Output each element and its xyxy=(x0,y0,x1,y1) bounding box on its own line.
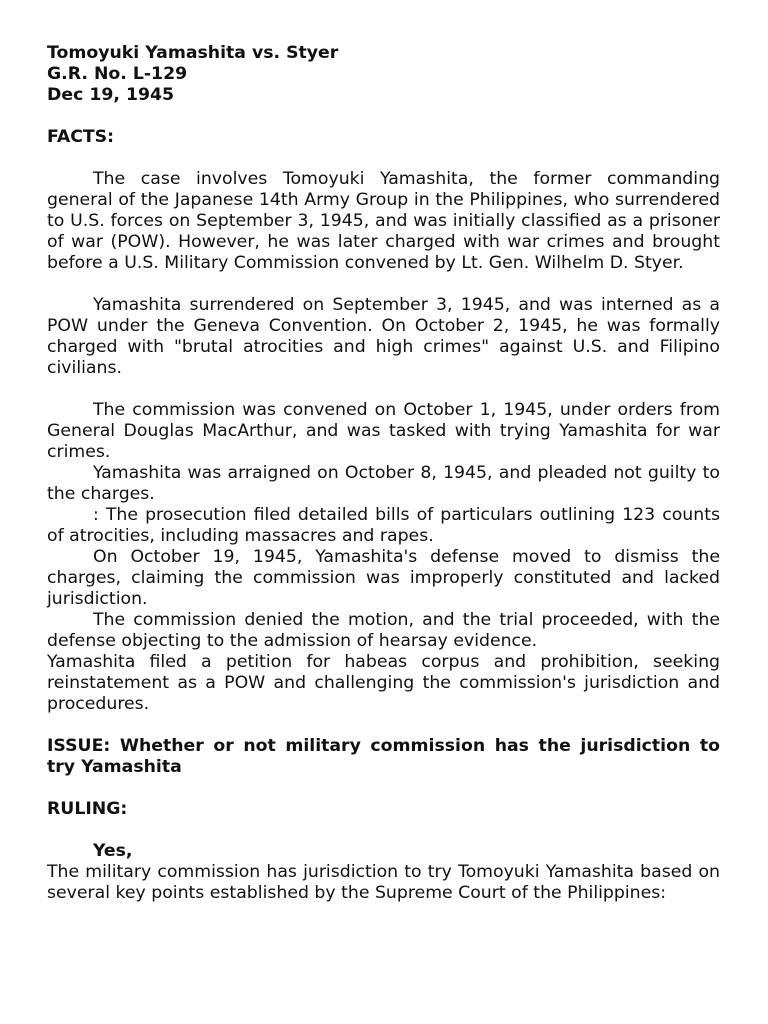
document-page xyxy=(47,43,720,904)
facts-paragraph: Yamashita filed a petition for habeas corpus and prohibition, seeking reinstatement as a POW and challenging the commission's jurisdiction and procedures. xyxy=(47,652,720,714)
ruling-heading: RULING: xyxy=(47,799,128,819)
facts-heading: FACTS: xyxy=(47,127,115,147)
facts-paragraph: Yamashita surrendered on September 3, 1945, and was interned as a POW under the Geneva Convention. On October 2, 1945, he was formally charged with "brutal atrocities and high crimes" against U.S. and Filipino civilians. xyxy=(47,295,720,378)
case-date: Dec 19, 1945 xyxy=(47,85,175,105)
issue-statement: ISSUE: Whether or not military commission has the jurisdiction to try Yamashita xyxy=(47,736,720,777)
facts-paragraph: The commission was convened on October 1, 1945, under orders from General Douglas MacArthur, and was tasked with trying Yamashita for war crimes. xyxy=(47,400,720,462)
facts-paragraph: : The prosecution filed detailed bills of particulars outlining 123 counts of atrocities, including massacres and rapes. xyxy=(47,505,720,546)
facts-paragraph: The commission denied the motion, and the trial proceeded, with the defense objecting to the admission of hearsay evidence. xyxy=(47,610,720,651)
facts-paragraph: Yamashita was arraigned on October 8, 1945, and pleaded not guilty to the charges. xyxy=(47,463,720,504)
case-title: Tomoyuki Yamashita vs. Styer xyxy=(47,43,339,63)
facts-paragraph: On October 19, 1945, Yamashita's defense moved to dismiss the charges, claiming the commission was improperly constituted and lacked jurisdiction. xyxy=(47,547,720,609)
facts-paragraph: The case involves Tomoyuki Yamashita, the former commanding general of the Japanese 14th Army Group in the Philippines, who surrendered to U.S. forces on September 3, 1945, and was initially classified as a prisoner of war (POW). However, he was later charged with war crimes and brought before a U.S. Military Commission convened by Lt. Gen. Wilhelm D. Styer. xyxy=(47,169,720,273)
case-gr-number: G.R. No. L-129 xyxy=(47,64,188,84)
ruling-answer: Yes, xyxy=(93,841,133,861)
ruling-body: The military commission has jurisdiction to try Tomoyuki Yamashita based on several key points established by the Supreme Court of the Philippines: xyxy=(47,862,720,903)
